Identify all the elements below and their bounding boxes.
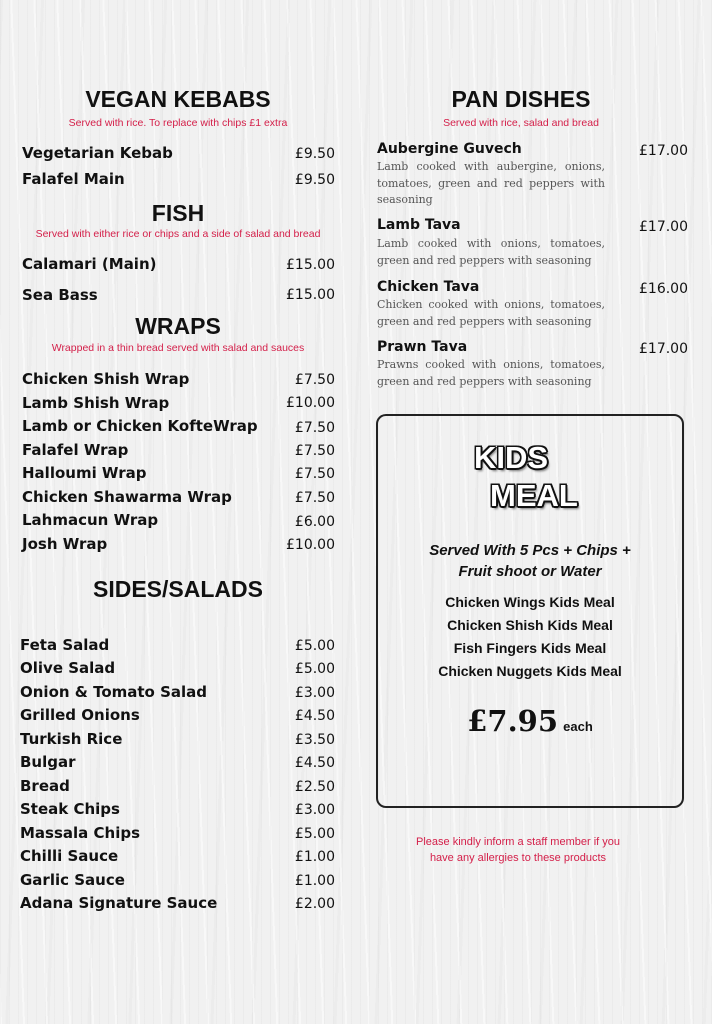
kids-meal-served-line2: Fruit shoot or Water bbox=[458, 563, 602, 580]
fish-subtitle: Served with either rice or chips and a side of salad and bread bbox=[35, 228, 321, 240]
menu-item-name: Steak Chips bbox=[20, 800, 120, 818]
menu-item-name: Sea Bass bbox=[22, 286, 98, 304]
menu-item-name: Falafel Wrap bbox=[22, 441, 129, 459]
menu-item-name: Bread bbox=[20, 777, 70, 795]
menu-item-price: £7.50 bbox=[294, 443, 335, 459]
menu-item-name: Massala Chips bbox=[20, 824, 141, 842]
pan-dish-name: Lamb Tava bbox=[377, 217, 461, 233]
pan-dish-name: Aubergine Guvech bbox=[377, 141, 522, 157]
wraps-heading: WRAPS bbox=[135, 313, 221, 339]
menu-item-price: £5.00 bbox=[294, 661, 335, 677]
menu-item-price: £1.00 bbox=[294, 849, 335, 865]
kids-meal-item: Fish Fingers Kids Meal bbox=[453, 640, 607, 656]
menu-item-price: £7.50 bbox=[294, 466, 335, 482]
menu-item-price: £3.50 bbox=[294, 732, 335, 748]
sides-salads-heading: SIDES/SALADS bbox=[93, 576, 263, 602]
menu-item-price: £2.50 bbox=[294, 779, 335, 795]
kids-meal-price-row bbox=[380, 704, 680, 738]
menu-item-price: £7.50 bbox=[294, 420, 335, 436]
wraps-subtitle: Wrapped in a thin bread served with salad and sauces bbox=[51, 342, 305, 354]
allergy-note-line2: have any allergies to these products bbox=[429, 852, 607, 864]
menu-item-price: £4.50 bbox=[294, 708, 335, 724]
pan-dish-description: Chicken cooked with onions, tomatoes, green and red peppers with seasoning bbox=[377, 298, 605, 328]
pan-dish-name: Chicken Tava bbox=[377, 279, 480, 295]
kids-meal-item: Chicken Shish Kids Meal bbox=[447, 617, 613, 633]
menu-item-price: £5.00 bbox=[294, 826, 335, 842]
menu-item-price: £10.00 bbox=[286, 395, 335, 411]
menu-item-name: Josh Wrap bbox=[22, 535, 108, 553]
menu-item-name: Lamb or Chicken KofteWrap bbox=[22, 417, 258, 435]
menu-item-name: Falafel Main bbox=[22, 170, 125, 188]
menu-item-price: £6.00 bbox=[294, 514, 335, 530]
kids-meal-served-line1: Served With 5 Pcs + Chips + bbox=[429, 542, 631, 559]
pan-dish-description: Prawns cooked with onions, tomatoes, green and red peppers with seasoning bbox=[377, 358, 605, 388]
pan-dish-price: £17.00 bbox=[639, 219, 688, 235]
kids-meal-price: £7.95 bbox=[467, 704, 559, 738]
pan-dish-price: £17.00 bbox=[639, 341, 688, 357]
menu-item-name: Vegetarian Kebab bbox=[22, 144, 173, 162]
pan-dishes-subtitle: Served with rice, salad and bread bbox=[443, 117, 599, 129]
kids-meal-title-line2: MEAL bbox=[490, 478, 578, 513]
kids-meal-item: Chicken Nuggets Kids Meal bbox=[438, 663, 622, 679]
menu-item-name: Lahmacun Wrap bbox=[22, 511, 159, 529]
menu-item-name: Olive Salad bbox=[20, 659, 116, 677]
menu-item-name: Chilli Sauce bbox=[20, 847, 119, 865]
menu-item-price: £9.50 bbox=[294, 172, 335, 188]
menu-item-price: £1.00 bbox=[294, 873, 335, 889]
menu-item-name: Halloumi Wrap bbox=[22, 464, 147, 482]
menu-item-price: £7.50 bbox=[294, 372, 335, 388]
menu-item-price: £15.00 bbox=[286, 287, 335, 303]
menu-item-name: Onion & Tomato Salad bbox=[20, 683, 208, 701]
pan-dish-price: £17.00 bbox=[639, 143, 688, 159]
kids-meal-price-suffix: each bbox=[563, 719, 593, 734]
kids-meal-title-line1: KIDS bbox=[474, 440, 549, 475]
pan-dish-price: £16.00 bbox=[639, 281, 688, 297]
menu-item-name: Bulgar bbox=[20, 753, 76, 771]
pan-dish-description: Lamb cooked with aubergine, onions, tomatoes, green and red peppers with seasoning bbox=[377, 160, 605, 206]
menu-item-price: £15.00 bbox=[286, 257, 335, 273]
pan-dish-name: Prawn Tava bbox=[377, 339, 468, 355]
menu-item-name: Garlic Sauce bbox=[20, 871, 125, 889]
menu-item-name: Chicken Shish Wrap bbox=[22, 370, 190, 388]
menu-item-price: £7.50 bbox=[294, 490, 335, 506]
menu-item-name: Lamb Shish Wrap bbox=[22, 394, 170, 412]
vegan-kebabs-subtitle: Served with rice. To replace with chips £1 extra bbox=[68, 117, 288, 129]
menu-item-name: Turkish Rice bbox=[20, 730, 123, 748]
menu-item-price: £9.50 bbox=[294, 146, 335, 162]
menu-item-name: Chicken Shawarma Wrap bbox=[22, 488, 232, 506]
pan-dish-description: Lamb cooked with onions, tomatoes, green and red peppers with seasoning bbox=[377, 237, 605, 267]
menu-item-name: Calamari (Main) bbox=[22, 255, 157, 273]
menu-item-price: £2.00 bbox=[294, 896, 335, 912]
menu-item-name: Grilled Onions bbox=[20, 706, 140, 724]
kids-meal-item: Chicken Wings Kids Meal bbox=[445, 594, 615, 610]
menu-item-price: £10.00 bbox=[286, 537, 335, 553]
menu-item-price: £4.50 bbox=[294, 755, 335, 771]
menu-item-price: £3.00 bbox=[294, 685, 335, 701]
menu-item-price: £3.00 bbox=[294, 802, 335, 818]
vegan-kebabs-heading: VEGAN KEBABS bbox=[85, 86, 271, 112]
menu-item-name: Adana Signature Sauce bbox=[20, 894, 218, 912]
menu-item-name: Feta Salad bbox=[20, 636, 110, 654]
menu-item-price: £5.00 bbox=[294, 638, 335, 654]
fish-heading: FISH bbox=[151, 200, 205, 226]
pan-dishes-heading: PAN DISHES bbox=[451, 86, 591, 112]
allergy-note-line1: Please kindly inform a staff member if you bbox=[416, 836, 620, 848]
